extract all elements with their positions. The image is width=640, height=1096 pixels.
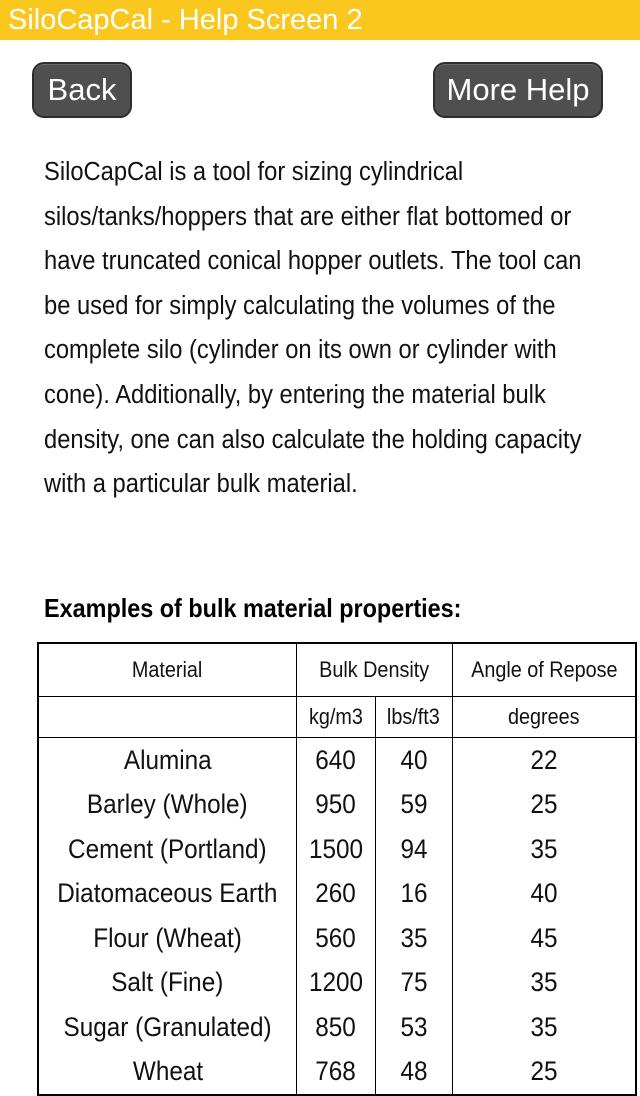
more-help-button[interactable]: More Help [433, 62, 603, 118]
cell-angle: 40 [453, 872, 636, 917]
cell-material: Diatomaceous Earth [38, 872, 297, 917]
table-row [38, 827, 636, 872]
table-row [38, 916, 636, 961]
header-material-unit [38, 697, 297, 738]
cell-kgm3: 640 [297, 738, 375, 783]
cell-kgm3: 560 [297, 916, 375, 961]
table-row [38, 1005, 636, 1050]
cell-material: Sugar (Granulated) [38, 1005, 297, 1050]
table-heading: Examples of bulk material properties: [44, 593, 462, 623]
cell-kgm3: 850 [297, 1005, 375, 1050]
cell-material: Flour (Wheat) [38, 916, 297, 961]
cell-material: Cement (Portland) [38, 827, 297, 872]
table-row [38, 738, 636, 783]
cell-lbsft3: 75 [375, 961, 452, 1006]
cell-material: Alumina [38, 738, 297, 783]
cell-angle: 35 [453, 827, 636, 872]
header-unit-degrees: degrees [453, 697, 636, 738]
page-title: SiloCapCal - Help Screen 2 [8, 4, 363, 36]
cell-lbsft3: 59 [375, 783, 452, 828]
table-row [38, 1050, 636, 1096]
cell-kgm3: 260 [297, 872, 375, 917]
cell-kgm3: 1500 [297, 827, 375, 872]
cell-lbsft3: 48 [375, 1050, 452, 1096]
description-text: SiloCapCal is a tool for sizing cylindrical silos/tanks/hoppers that are either flat bottomed or have truncated conical hopper outlets. The tool can be used for simply calculating the volumes of the complete silo (cylinder on its own or cylinder with cone). Additionally, by entering the material bulk density, one can also calculate the holding capacity with a particular bulk material. [44, 158, 582, 499]
header-material: Material [38, 643, 297, 697]
bulk-properties-table [37, 642, 637, 1096]
cell-lbsft3: 53 [375, 1005, 452, 1050]
cell-kgm3: 768 [297, 1050, 375, 1096]
cell-angle: 22 [453, 738, 636, 783]
cell-kgm3: 950 [297, 783, 375, 828]
table-row [38, 872, 636, 917]
cell-lbsft3: 40 [375, 738, 452, 783]
cell-angle: 25 [453, 783, 636, 828]
cell-lbsft3: 35 [375, 916, 452, 961]
back-button[interactable]: Back [32, 62, 132, 118]
cell-material: Barley (Whole) [38, 783, 297, 828]
header-unit-lbsft3: lbs/ft3 [375, 697, 452, 738]
cell-lbsft3: 16 [375, 872, 452, 917]
table-row [38, 783, 636, 828]
cell-lbsft3: 94 [375, 827, 452, 872]
table-row [38, 961, 636, 1006]
header-angle-of-repose: Angle of Repose [453, 643, 636, 697]
cell-angle: 35 [453, 961, 636, 1006]
cell-angle: 45 [453, 916, 636, 961]
cell-angle: 25 [453, 1050, 636, 1096]
cell-angle: 35 [453, 1005, 636, 1050]
cell-kgm3: 1200 [297, 961, 375, 1006]
title-bar [0, 0, 640, 40]
cell-material: Salt (Fine) [38, 961, 297, 1006]
header-unit-kgm3: kg/m3 [297, 697, 375, 738]
header-bulk-density: Bulk Density [297, 643, 453, 697]
cell-material: Wheat [38, 1050, 297, 1096]
